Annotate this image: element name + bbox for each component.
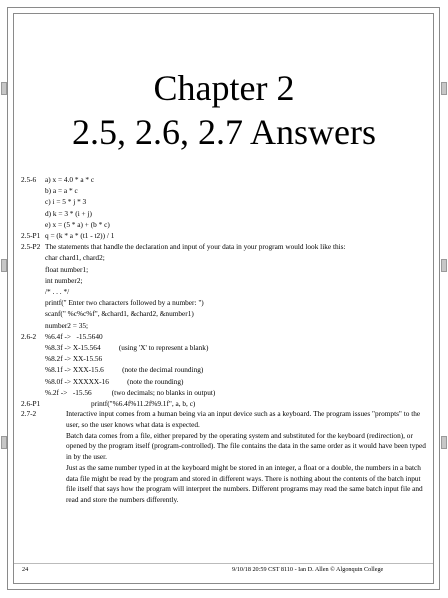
- code-line: [21, 308, 426, 319]
- frame-tab-right-1: [441, 82, 447, 95]
- format-line: [21, 353, 426, 364]
- answer-number: 2.5-P2: [21, 242, 41, 252]
- code-text: char chard1, chard2;: [45, 253, 105, 263]
- answer-text: b) a = a * c: [45, 186, 78, 196]
- format-text: %8.2f -> XX-15.56: [45, 354, 103, 364]
- answer-line: [21, 219, 426, 230]
- answer-text: c) i = 5 * j * 3: [45, 197, 87, 207]
- answer-text: q = (k * a * (t1 - t2)) / 1: [45, 231, 115, 241]
- code-text: scanf(" %c%c%f", &chard1, &chard2, &number1): [45, 309, 194, 319]
- answers-body: [21, 174, 426, 505]
- format-line: [21, 364, 426, 375]
- answer-line: [21, 241, 426, 252]
- code-line: [21, 320, 426, 331]
- format-text: %.2f -> -15.56 (two decimals; no blanks in output): [45, 387, 216, 397]
- answer-number: 2.6-2: [21, 331, 37, 341]
- frame-tab-right-3: [441, 436, 447, 449]
- code-text: int number2;: [45, 275, 83, 285]
- format-line: [21, 342, 426, 353]
- code-line: [21, 286, 426, 297]
- code-text: float number1;: [45, 264, 89, 274]
- code-text: /* . . . */: [45, 287, 70, 297]
- answer-number: 2.5-6: [21, 175, 37, 184]
- answer-text: a) x = 4.0 * a * c: [45, 175, 95, 184]
- format-text: %8.0f -> XXXXX-16 (note the rounding): [45, 376, 184, 386]
- answer-line: [21, 409, 426, 430]
- frame-tab-left-1: [1, 82, 7, 95]
- answer-line: [21, 331, 426, 342]
- title-line-2: 2.5, 2.6, 2.7 Answers: [72, 112, 376, 152]
- answer-text: e) x = (5 * a) + (b * c): [45, 219, 110, 229]
- answer-number: 2.7-2: [21, 409, 37, 419]
- answer-number: [21, 208, 45, 219]
- answer-line: [21, 230, 426, 241]
- answer-paragraph: Batch data comes from a file, either prepared by the operating system and substituted for the keyboard (redirection), or opened by the program itself (program-controlled). The file contains the data in the same order as it would have been typed in by the user.: [66, 431, 426, 461]
- answer-line: [21, 208, 426, 219]
- answer-line: [21, 185, 426, 196]
- answer-line: [21, 174, 426, 185]
- code-text: printf(" Enter two characters followed by a number: "): [45, 298, 204, 308]
- answer-text: printf("%6.4f%11.2f%9.1f", a, b, c): [91, 399, 196, 409]
- answer-number: [21, 219, 45, 230]
- code-text: number2 = 35;: [45, 320, 89, 330]
- footer-divider: [14, 563, 433, 564]
- format-line: [21, 376, 426, 387]
- frame-tab-left-2: [1, 259, 7, 272]
- slide-title: [20, 66, 428, 154]
- answer-line: [21, 196, 426, 207]
- answer-number: [21, 185, 45, 196]
- answer-number: [21, 196, 45, 207]
- code-line: [21, 252, 426, 263]
- page-number: 24: [22, 566, 29, 573]
- frame-tab-left-3: [1, 436, 7, 449]
- answer-text: d) k = 3 * (i + j): [45, 208, 92, 218]
- frame-tab-right-2: [441, 259, 447, 272]
- code-line: [21, 264, 426, 275]
- format-line: [21, 387, 426, 398]
- format-text: %8.1f -> XXX-15.6 (note the decimal rounding): [45, 365, 204, 375]
- format-text: %8.3f -> X-15.564 (using 'X' to represent a blank): [45, 343, 209, 353]
- answer-number: 2.6-P1: [21, 399, 41, 409]
- answer-text: The statements that handle the declaration and input of your data in your program would look like this:: [45, 242, 346, 252]
- answer-text: Interactive input comes from a human being via an input device such as a keyboard. The program issues "prompts" to the user, so the user knows what data is expected.: [66, 409, 421, 429]
- answer-number: 2.5-P1: [21, 231, 41, 241]
- answer-text: %6.4f -> -15.5640: [45, 331, 103, 341]
- answer-paragraph: Just as the same number typed in at the keyboard might be stored in an integer, a float or a double, the numbers in a batch data file might be read by the program and stored in different ways. There is nothing about the contents of the batch input file itself that says how the program will interpret the numbers. Different programs may read the same batch input file and read and store the numbers differently.: [66, 463, 423, 504]
- code-line: [21, 297, 426, 308]
- answer-line: [21, 398, 426, 409]
- footer-info: 9/10/18 20:59 CST 8110 - Ian D. Allen © Algonquin College: [232, 566, 384, 573]
- code-line: [21, 275, 426, 286]
- title-line-1: Chapter 2: [153, 68, 295, 108]
